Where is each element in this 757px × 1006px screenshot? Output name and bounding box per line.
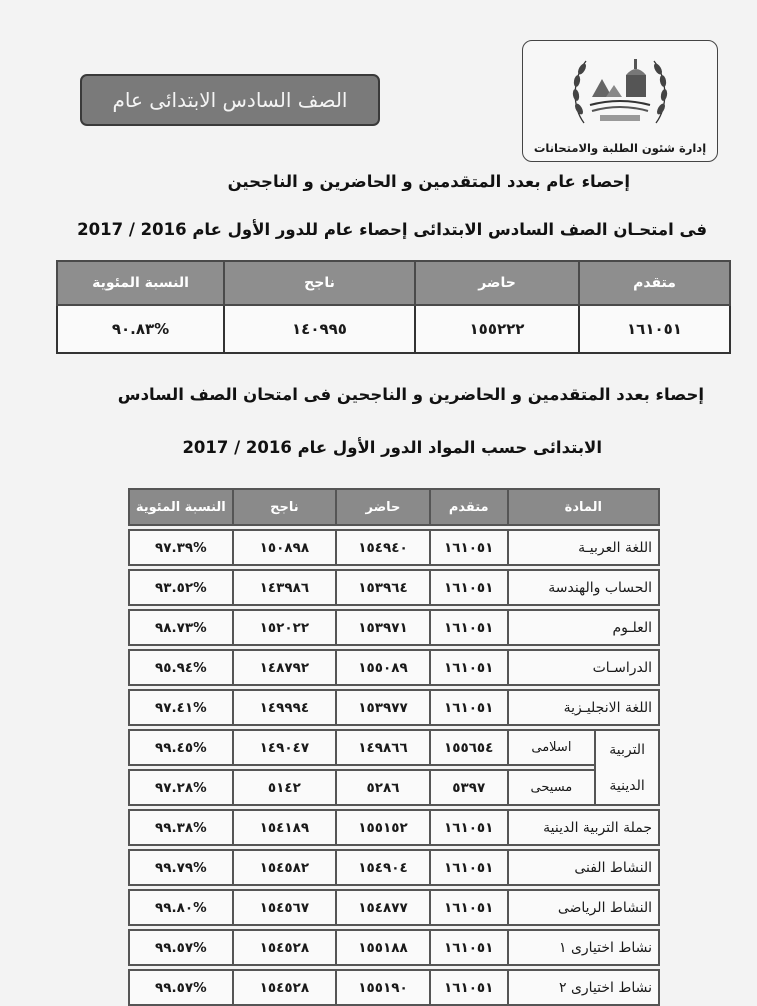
percent-cell: %٩٧.٢٨ [129,770,233,805]
applied-cell: ١٦١٠٥١ [430,930,508,965]
table-row [129,890,659,925]
percent-cell: %٩٣.٥٢ [129,570,233,605]
grade-title-banner [80,74,380,126]
percent-cell: %٩٩.٨٠ [129,890,233,925]
religion-group-label [595,730,659,805]
summary-passed: ١٤٠٩٩٥ [224,305,415,353]
summary-header-row [57,261,730,305]
percent-cell: %٩٥.٩٤ [129,650,233,685]
subject-name: نشاط اختيارى ٢ [508,970,659,1005]
table-row [129,650,659,685]
applied-cell: ١٦١٠٥١ [430,650,508,685]
passed-cell: ١٥٤٥٢٨ [233,930,337,965]
subject-name: اللغة العربيـة [508,530,659,565]
passed-cell: ١٥٤٥٨٢ [233,850,337,885]
department-logo-box [522,40,718,162]
percent-cell: %٩٧.٤١ [129,690,233,725]
table-row [129,610,659,645]
summary-table [56,260,731,354]
summary-applied: ١٦١٠٥١ [579,305,730,353]
applied-cell: ٥٣٩٧ [430,770,508,805]
present-cell: ٥٢٨٦ [336,770,430,805]
religion-section: اسلامى [508,730,596,765]
passed-cell: ١٥٤١٨٩ [233,810,337,845]
present-cell: ١٥٤٩٤٠ [336,530,430,565]
applied-cell: ١٦١٠٥١ [430,690,508,725]
subject-name: اللغة الانجليـزية [508,690,659,725]
present-cell: ١٥٣٩٧١ [336,610,430,645]
header-percent: النسبة المئوية [129,489,233,525]
religion-section: مسيحى [508,770,596,805]
religion-label-top: التربية [609,741,645,758]
present-cell: ١٥٤٨٧٧ [336,890,430,925]
present-cell: ١٥٤٩٠٤ [336,850,430,885]
exam-year: 2016 / 2017 [77,220,187,239]
subject-name: الحساب والهندسة [508,570,659,605]
applied-cell: ١٦١٠٥١ [430,850,508,885]
percent-cell: %٩٩.٧٩ [129,850,233,885]
present-cell: ١٥٥١٩٠ [336,970,430,1005]
subject-name: الدراسـات [508,650,659,685]
passed-cell: ١٤٩٩٩٤ [233,690,337,725]
passed-cell: ١٥٠٨٩٨ [233,530,337,565]
religion-label-bottom: الدينية [609,777,645,794]
applied-cell: ١٦١٠٥١ [430,890,508,925]
header-passed: ناجح [233,489,337,525]
table-row [129,570,659,605]
table-row [129,850,659,885]
summary-header-passed: ناجح [224,261,415,305]
table-row [129,690,659,725]
table-row [129,970,659,1005]
ministry-emblem-icon [570,45,670,137]
passed-cell: ١٥٤٥٢٨ [233,970,337,1005]
subject-name: جملة التربية الدينية [508,810,659,845]
header-applied: متقدم [430,489,508,525]
percent-cell: %٩٩.٤٥ [129,730,233,765]
applied-cell: ١٦١٠٥١ [430,810,508,845]
subject-name: النشاط الفنى [508,850,659,885]
subject-name: نشاط اختيارى ١ [508,930,659,965]
applied-cell: ١٥٥٦٥٤ [430,730,508,765]
passed-cell: ١٥٢٠٢٢ [233,610,337,645]
subjects-header-row [129,489,659,525]
summary-header-present: حاضر [415,261,579,305]
summary-percent: %٩٠.٨٣ [57,305,224,353]
present-cell: ١٤٩٨٦٦ [336,730,430,765]
summary-present: ١٥٥٢٢٢ [415,305,579,353]
subjects-heading-line1: إحصاء بعدد المتقدمين و الحاضرين و الناجحين فى امتحان الصف السادس [117,385,704,404]
exam-heading-text: فى امتحـان الصف السادس الابتدائى إحصاء عام للدور الأول عام [192,220,707,239]
table-row-religion-islamic [129,730,659,765]
percent-cell: %٩٩.٥٧ [129,930,233,965]
summary-values-row [57,305,730,353]
passed-cell: ١٥٤٥٦٧ [233,890,337,925]
present-cell: ١٥٣٩٦٤ [336,570,430,605]
subject-name: العلـوم [508,610,659,645]
present-cell: ١٥٥١٥٢ [336,810,430,845]
applied-cell: ١٦١٠٥١ [430,970,508,1005]
header-subject: المادة [508,489,659,525]
present-cell: ١٥٣٩٧٧ [336,690,430,725]
exam-heading [77,220,707,239]
table-row [129,810,659,845]
present-cell: ١٥٥٠٨٩ [336,650,430,685]
header-present: حاضر [336,489,430,525]
main-heading: إحصاء عام بعدد المتقدمين و الحاضرين و الناجحين [227,172,630,191]
applied-cell: ١٦١٠٥١ [430,530,508,565]
grade-title: الصف السادس الابتدائى عام [112,88,348,112]
subjects-heading-line2: الابتدائى حسب المواد الدور الأول عام 2016 / 2017 [182,438,602,457]
percent-cell: %٩٧.٣٩ [129,530,233,565]
percent-cell: %٩٩.٣٨ [129,810,233,845]
applied-cell: ١٦١٠٥١ [430,570,508,605]
passed-cell: ٥١٤٢ [233,770,337,805]
percent-cell: %٩٨.٧٣ [129,610,233,645]
department-caption: إدارة شئون الطلبة والامتحانات [533,141,707,155]
present-cell: ١٥٥١٨٨ [336,930,430,965]
passed-cell: ١٤٨٧٩٢ [233,650,337,685]
passed-cell: ١٤٩٠٤٧ [233,730,337,765]
summary-header-applied: متقدم [579,261,730,305]
summary-header-percent: النسبة المئوية [57,261,224,305]
percent-cell: %٩٩.٥٧ [129,970,233,1005]
applied-cell: ١٦١٠٥١ [430,610,508,645]
subjects-table [128,488,660,1006]
passed-cell: ١٤٣٩٨٦ [233,570,337,605]
table-row [129,530,659,565]
table-row-religion-christian [129,770,659,805]
subject-name: النشاط الرياضى [508,890,659,925]
